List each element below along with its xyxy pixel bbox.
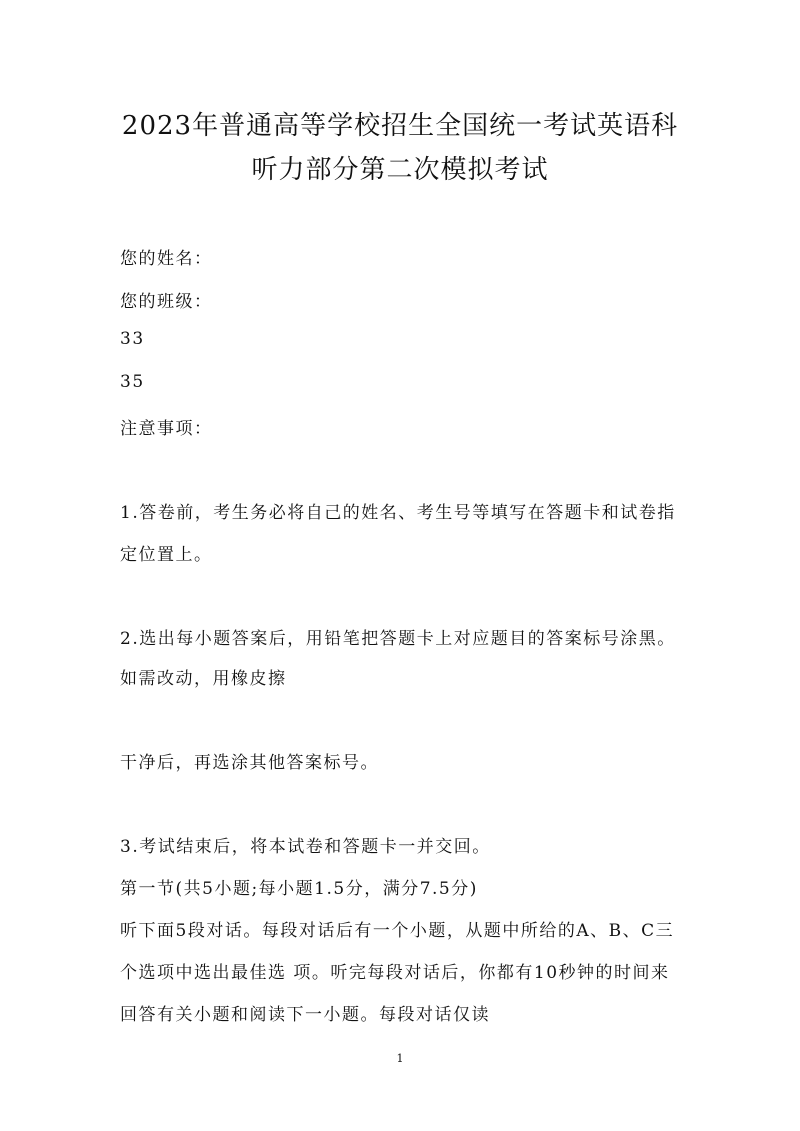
name-field-label: 您的姓名：: [120, 249, 213, 269]
section1-heading: 第一节(共5小题;每小题1.5分，满分7.5分): [120, 879, 478, 899]
number-a: 33: [120, 329, 145, 349]
instruction-line3: 回答有关小题和阅读下一小题。每段对话仅读: [120, 1005, 490, 1025]
instruction-line1: 听下面5段对话。每段对话后有一个小题，从题中所给的A、B、C三: [120, 921, 675, 941]
note2-line2: 如需改动，用橡皮擦: [120, 669, 287, 689]
class-field-label: 您的班级：: [120, 292, 213, 312]
exam-title-line1: 2023年普通高等学校招生全国统一考试英语科: [121, 111, 679, 141]
number-b: 35: [120, 372, 145, 392]
note3-line1: 3.考试结束后，将本试卷和答题卡一并交回。: [120, 837, 491, 857]
note2-line1: 2.选出每小题答案后，用铅笔把答题卡上对应题目的答案标号涂黑。: [120, 629, 676, 649]
page-number: 1: [396, 1052, 404, 1065]
note1-line2: 定位置上。: [120, 545, 213, 565]
exam-title-line2: 听力部分第二次模拟考试: [251, 155, 549, 185]
instruction-line2: 个选项中选出最佳选 项。听完每段对话后，你都有10秒钟的时间来: [120, 963, 670, 983]
note1-line1: 1.答卷前，考生务必将自己的姓名、考生号等填写在答题卡和试卷指: [120, 503, 676, 523]
notes-heading: 注意事项：: [120, 419, 213, 439]
note2-line3: 干净后，再选涂其他答案标号。: [120, 753, 379, 773]
